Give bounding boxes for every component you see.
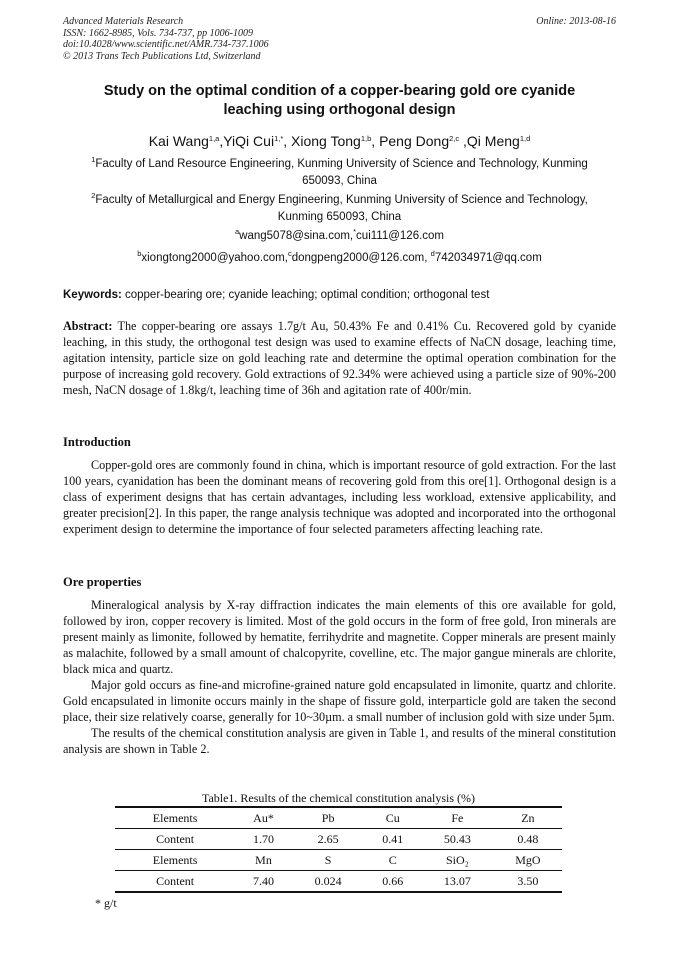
abstract-label: Abstract: <box>63 319 113 333</box>
table-cell: 0.48 <box>494 829 562 850</box>
table-row <box>115 807 562 829</box>
table-cell: 0.66 <box>364 871 421 893</box>
table-cell: 2.65 <box>292 829 365 850</box>
chemical-analysis-table <box>115 806 562 893</box>
affiliation-1 <box>63 156 616 189</box>
table-cell: Elements <box>115 850 235 871</box>
affiliation-text: Kunming 650093, China <box>277 210 402 223</box>
author-name: YiQi Cui <box>223 133 275 149</box>
table-cell: 7.40 <box>235 871 292 893</box>
abstract <box>63 318 616 398</box>
author-name: Qi Meng <box>466 133 520 149</box>
affiliation-text: Faculty of Metallurgical and Energy Engineering, Kunming University of Science and Technology, <box>95 194 588 206</box>
journal-name: Advanced Materials Research <box>63 16 184 27</box>
affiliation-sup: 1 <box>91 155 96 164</box>
author-sup: 1,a <box>208 134 220 143</box>
ore-properties-section <box>63 597 616 757</box>
table-cell: S <box>292 850 365 871</box>
table-cell: Cu <box>364 807 421 829</box>
journal-doi: doi:10.4028/www.scientific.net/AMR.734-737.1006 <box>63 39 269 50</box>
author-sup: 1,b <box>360 134 372 143</box>
table-cell: SiO₂ <box>421 850 494 871</box>
table-cell: Elements <box>115 807 235 829</box>
email-address: dongpeng2000@126.com, <box>291 252 428 264</box>
email-sup: b <box>137 249 142 258</box>
affiliation-text: 650093, China <box>302 174 377 187</box>
paragraph: Major gold occurs as fine-and microfine-grained nature gold encapsulated in limonite, quartz and chlorite. Gold encapsulated in limonite occurs mainly in the shape of fissure gold, interparticle gold are taken the second place, their size relatively coarse, generally for 10~30µm. a small number of inclusion gold with size under 5µm. <box>63 678 616 724</box>
author-list: Kai Wang$^{1,a}$,YiQi Cui$^{1,*}$, Xiong Tong$^{1,b}$, Peng Dong$^{2,c}$ ,Qi Meng$^{1,d}$ <box>148 133 531 149</box>
table-caption: Table1. Results of the chemical constitution analysis (%) <box>201 791 476 805</box>
paper-title <box>63 82 616 120</box>
table-cell: Fe <box>421 807 494 829</box>
email-address: 742034971@qq.com <box>434 252 542 264</box>
table-row <box>115 871 562 893</box>
introduction-section <box>63 457 616 537</box>
keywords <box>63 288 616 303</box>
table-cell: Content <box>115 829 235 850</box>
title-line: Study on the optimal condition of a copper-bearing gold ore cyanide <box>103 83 576 99</box>
affiliation-sup: 2 <box>91 191 96 200</box>
email-sup: d <box>430 249 435 258</box>
keywords-text: copper-bearing ore; cyanide leaching; optimal condition; orthogonal test <box>125 289 490 301</box>
author-sup: 1,* <box>274 134 284 143</box>
paragraph: The results of the chemical constitution analysis are given in Table 1, and results of the mineral constitution analysis are shown in Table 2. <box>63 726 616 756</box>
table-cell: Au* <box>235 807 292 829</box>
author-name: Kai Wang <box>148 133 209 149</box>
table-cell: Mn <box>235 850 292 871</box>
table-cell: Content <box>115 871 235 893</box>
affiliation-text: Faculty of Land Resource Engineering, Kunming University of Science and Technology, Kunming <box>95 158 588 170</box>
table-cell: 0.024 <box>292 871 365 893</box>
section-heading-ore-properties: Ore properties <box>63 575 142 589</box>
title-line: leaching using orthogonal design <box>223 102 456 118</box>
journal-header <box>63 16 616 62</box>
author-name: Xiong Tong <box>291 133 361 149</box>
email-address: cui111@126.com <box>356 230 445 242</box>
keywords-label: Keywords: <box>63 289 122 301</box>
paragraph: Mineralogical analysis by X-ray diffraction indicates the main elements of this ore available for gold, followed by iron, copper recovery is limited. Most of the gold occurs in the form of free gold, Iron minerals are present mainly as limonite, followed by hematite, ferrihydrite and magnetite. Copper minerals are present mainly as malachite, followed by a small amount of chalcopyrite, covelline, etc. The major gangue minerals are chlorite, black mica and quartz. <box>63 598 616 676</box>
table-row <box>115 829 562 850</box>
journal-copyright: © 2013 Trans Tech Publications Ltd, Switzerland <box>63 50 261 62</box>
author-sup: 1,d <box>519 134 531 143</box>
table-cell: 0.41 <box>364 829 421 850</box>
email-line-1 <box>63 228 616 244</box>
email-sup: * <box>353 227 357 236</box>
table-cell: 1.70 <box>235 829 292 850</box>
section-heading-introduction: Introduction <box>63 435 131 449</box>
table-cell: Pb <box>292 807 365 829</box>
online-date: Online: 2013-08-16 <box>536 16 616 27</box>
abstract-text: The copper-bearing ore assays 1.7g/t Au, 50.43% Fe and 0.41% Cu. Recovered gold by cyanide leaching, in this study, the orthogonal test design was used to examine effects of NaCN dosage, leaching time, agitation intensity, particle size on gold leaching rate and determine the optimal operation combination for the purpose of increasing gold recovery. Gold extractions of 92.34% were achieved using a particle size of 90%-200 mesh, NaCN dosage of 1.8kg/t, leaching time of 36h and agitation rate of 400r/min. <box>63 319 616 397</box>
email-address: xiongtong2000@yahoo.com, <box>141 252 288 264</box>
table-footnote: * g/t <box>95 896 117 910</box>
table-cell: MgO <box>494 850 562 871</box>
email-sup: a <box>234 227 240 236</box>
email-address: wang5078@sina.com, <box>239 230 354 242</box>
table-cell: 3.50 <box>494 871 562 893</box>
table-row <box>115 850 562 871</box>
table-cell: Zn <box>494 807 562 829</box>
author-sup: 2,c <box>449 134 460 143</box>
email-line-2 <box>63 250 616 266</box>
email-sup: c <box>287 249 292 258</box>
table-cell: 13.07 <box>421 871 494 893</box>
paragraph: Copper-gold ores are commonly found in china, which is important resource of gold extraction. For the last 100 years, cyanidation has been the dominant means of recovering gold from this ore[1]. Orthogonal design is a class of experiment designs that has certain advantages, including less workload, extensive applicability, and greater precision[2]. In this paper, the range analysis technique was adopted and incorporated into the orthogonal experiment design to determine the importance of four selected parameters affecting leaching rate. <box>63 458 616 536</box>
table-cell: 50.43 <box>421 829 494 850</box>
journal-issn: ISSN: 1662-8985, Vols. 734-737, pp 1006-1009 <box>63 27 253 39</box>
table-cell: C <box>364 850 421 871</box>
author-name: Peng Dong <box>379 133 450 149</box>
affiliation-2 <box>63 192 616 225</box>
